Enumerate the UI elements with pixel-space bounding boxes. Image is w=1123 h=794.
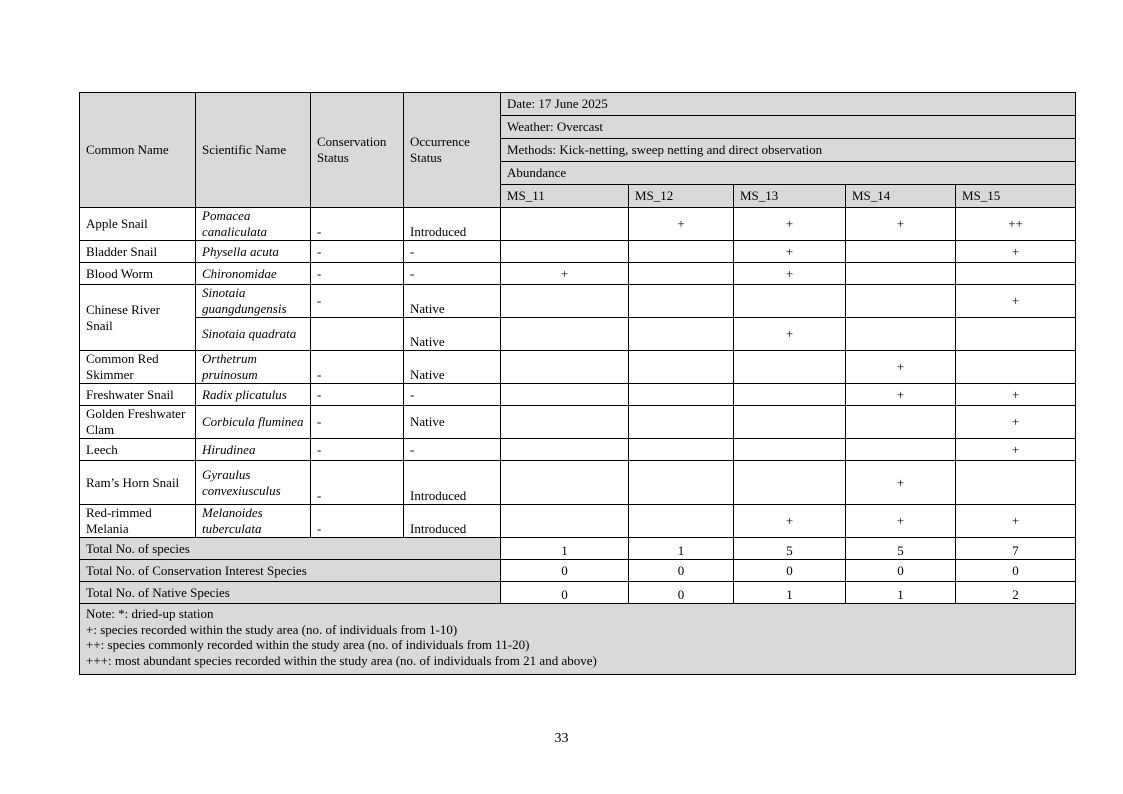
notes-row — [80, 604, 1076, 675]
abundance-cell: + — [956, 406, 1076, 439]
header-abundance: Abundance — [501, 162, 1076, 185]
note-line: +: species recorded within the study area (no. of individuals from 1-10) — [86, 621, 458, 637]
occurrence-status: - — [404, 241, 501, 263]
common-name: Bladder Snail — [80, 241, 196, 263]
abundance-cell: + — [846, 208, 956, 241]
table-row — [80, 263, 1076, 285]
abundance-cell — [956, 351, 1076, 384]
abundance-cell: + — [956, 285, 1076, 318]
abundance-cell — [846, 285, 956, 318]
table-row — [80, 406, 1076, 439]
table-row — [80, 439, 1076, 461]
abundance-cell: + — [734, 318, 846, 351]
abundance-cell: + — [846, 384, 956, 406]
header-weather: Weather: Overcast — [501, 116, 1076, 139]
abundance-cell — [629, 263, 734, 285]
scientific-name: Gyraulus convexiusculus — [196, 461, 311, 505]
abundance-cell — [501, 285, 629, 318]
abundance-cell — [629, 285, 734, 318]
header-occurrence-status: Occurrence Status — [404, 93, 501, 208]
conservation-status: - — [311, 461, 404, 505]
abundance-cell — [734, 439, 846, 461]
table-row — [80, 285, 1076, 318]
occurrence-status: Native — [404, 406, 501, 439]
abundance-cell — [501, 439, 629, 461]
abundance-cell — [846, 241, 956, 263]
abundance-cell — [501, 384, 629, 406]
scientific-name: Orthetrum pruinosum — [196, 351, 311, 384]
abundance-cell — [629, 384, 734, 406]
abundance-cell — [734, 351, 846, 384]
scientific-name: Hirudinea — [196, 439, 311, 461]
table-row — [80, 505, 1076, 538]
header-conservation-status: Conservation Status — [311, 93, 404, 208]
table-row — [80, 351, 1076, 384]
occurrence-status: - — [404, 439, 501, 461]
abundance-cell — [629, 439, 734, 461]
common-name: Freshwater Snail — [80, 384, 196, 406]
table-row — [80, 384, 1076, 406]
total-conservation-cell: 0 — [956, 560, 1076, 582]
abundance-cell — [956, 461, 1076, 505]
total-native-cell: 1 — [846, 582, 956, 604]
occurrence-status: - — [404, 263, 501, 285]
abundance-cell — [846, 406, 956, 439]
common-name: Ram’s Horn Snail — [80, 461, 196, 505]
abundance-cell — [846, 263, 956, 285]
abundance-cell — [629, 406, 734, 439]
abundance-cell: + — [956, 241, 1076, 263]
abundance-cell — [501, 208, 629, 241]
conservation-status: - — [311, 285, 404, 318]
common-name: Blood Worm — [80, 263, 196, 285]
scientific-name: Pomacea canaliculata — [196, 208, 311, 241]
table-row — [80, 208, 1076, 241]
abundance-cell: + — [734, 241, 846, 263]
abundance-cell: + — [734, 505, 846, 538]
occurrence-status: Introduced — [404, 505, 501, 538]
abundance-cell — [734, 285, 846, 318]
abundance-cell — [629, 318, 734, 351]
total-conservation-cell: 0 — [734, 560, 846, 582]
common-name: Common Red Skimmer — [80, 351, 196, 384]
total-species-cell: 5 — [846, 538, 956, 560]
total-native-cell: 1 — [734, 582, 846, 604]
conservation-status: - — [311, 505, 404, 538]
common-name: Red-rimmed Melania — [80, 505, 196, 538]
note-line: +++: most abundant species recorded within the study area (no. of individuals from 21 and above) — [86, 652, 597, 668]
total-species-cell: 7 — [956, 538, 1076, 560]
header-date: Date: 17 June 2025 — [501, 93, 1076, 116]
total-native-row — [80, 582, 1076, 604]
station-header: MS_15 — [956, 185, 1076, 208]
common-name: Golden Freshwater Clam — [80, 406, 196, 439]
header-methods: Methods: Kick-netting, sweep netting and direct observation — [501, 139, 1076, 162]
abundance-cell — [501, 406, 629, 439]
conservation-status — [311, 318, 404, 351]
note-line: ++: species commonly recorded within the study area (no. of individuals from 11-20) — [86, 637, 530, 652]
abundance-cell — [629, 241, 734, 263]
abundance-cell: + — [846, 351, 956, 384]
occurrence-status: - — [404, 384, 501, 406]
species-survey-table — [79, 92, 1076, 675]
abundance-cell — [846, 318, 956, 351]
abundance-cell: + — [956, 384, 1076, 406]
abundance-cell: + — [956, 439, 1076, 461]
total-conservation-row — [80, 560, 1076, 582]
abundance-cell — [734, 406, 846, 439]
total-native-label: Total No. of Native Species — [80, 582, 501, 604]
total-species-row — [80, 538, 1076, 560]
station-header: MS_12 — [629, 185, 734, 208]
station-header: MS_11 — [501, 185, 629, 208]
occurrence-status: Native — [404, 351, 501, 384]
abundance-cell — [734, 461, 846, 505]
table-row — [80, 461, 1076, 505]
scientific-name: Sinotaia quadrata — [196, 318, 311, 351]
station-header: MS_14 — [846, 185, 956, 208]
table-row — [80, 241, 1076, 263]
abundance-cell: + — [956, 505, 1076, 538]
conservation-status: - — [311, 241, 404, 263]
table-notes — [80, 604, 1076, 675]
abundance-cell — [629, 461, 734, 505]
total-conservation-cell: 0 — [501, 560, 629, 582]
total-native-cell: 0 — [629, 582, 734, 604]
conservation-status: - — [311, 263, 404, 285]
abundance-cell — [501, 351, 629, 384]
abundance-cell — [734, 384, 846, 406]
abundance-cell — [956, 318, 1076, 351]
conservation-status: - — [311, 351, 404, 384]
occurrence-status: Introduced — [404, 208, 501, 241]
conservation-status: - — [311, 406, 404, 439]
total-conservation-cell: 0 — [629, 560, 734, 582]
abundance-cell — [846, 439, 956, 461]
abundance-cell: + — [501, 263, 629, 285]
abundance-cell: + — [629, 208, 734, 241]
table-row — [80, 318, 1076, 351]
occurrence-status: Native — [404, 318, 501, 351]
common-name: Apple Snail — [80, 208, 196, 241]
conservation-status: - — [311, 208, 404, 241]
abundance-cell — [501, 461, 629, 505]
station-header: MS_13 — [734, 185, 846, 208]
abundance-cell — [956, 263, 1076, 285]
abundance-cell — [501, 241, 629, 263]
page-number: 33 — [554, 731, 569, 746]
total-species-label: Total No. of species — [80, 538, 501, 560]
scientific-name: Physella acuta — [196, 241, 311, 263]
header-common-name: Common Name — [80, 93, 196, 208]
total-species-cell: 5 — [734, 538, 846, 560]
occurrence-status: Introduced — [404, 461, 501, 505]
abundance-cell: + — [734, 263, 846, 285]
common-name: Chinese River Snail — [80, 285, 196, 351]
note-line: Note: *: dried-up station — [86, 606, 214, 621]
scientific-name: Corbicula fluminea — [196, 406, 311, 439]
total-native-cell: 0 — [501, 582, 629, 604]
abundance-cell: + — [846, 461, 956, 505]
total-conservation-label: Total No. of Conservation Interest Species — [80, 560, 501, 582]
abundance-cell — [629, 351, 734, 384]
total-species-cell: 1 — [629, 538, 734, 560]
abundance-cell: ++ — [956, 208, 1076, 241]
abundance-cell: + — [734, 208, 846, 241]
header-scientific-name: Scientific Name — [196, 93, 311, 208]
occurrence-status: Native — [404, 285, 501, 318]
abundance-cell — [501, 505, 629, 538]
total-native-cell: 2 — [956, 582, 1076, 604]
scientific-name: Chironomidae — [196, 263, 311, 285]
conservation-status: - — [311, 384, 404, 406]
conservation-status: - — [311, 439, 404, 461]
total-species-cell: 1 — [501, 538, 629, 560]
total-conservation-cell: 0 — [846, 560, 956, 582]
scientific-name: Melanoides tuberculata — [196, 505, 311, 538]
abundance-cell: + — [846, 505, 956, 538]
scientific-name: Radix plicatulus — [196, 384, 311, 406]
common-name: Leech — [80, 439, 196, 461]
abundance-cell — [629, 505, 734, 538]
abundance-cell — [501, 318, 629, 351]
scientific-name: Sinotaia guangdungensis — [196, 285, 311, 318]
